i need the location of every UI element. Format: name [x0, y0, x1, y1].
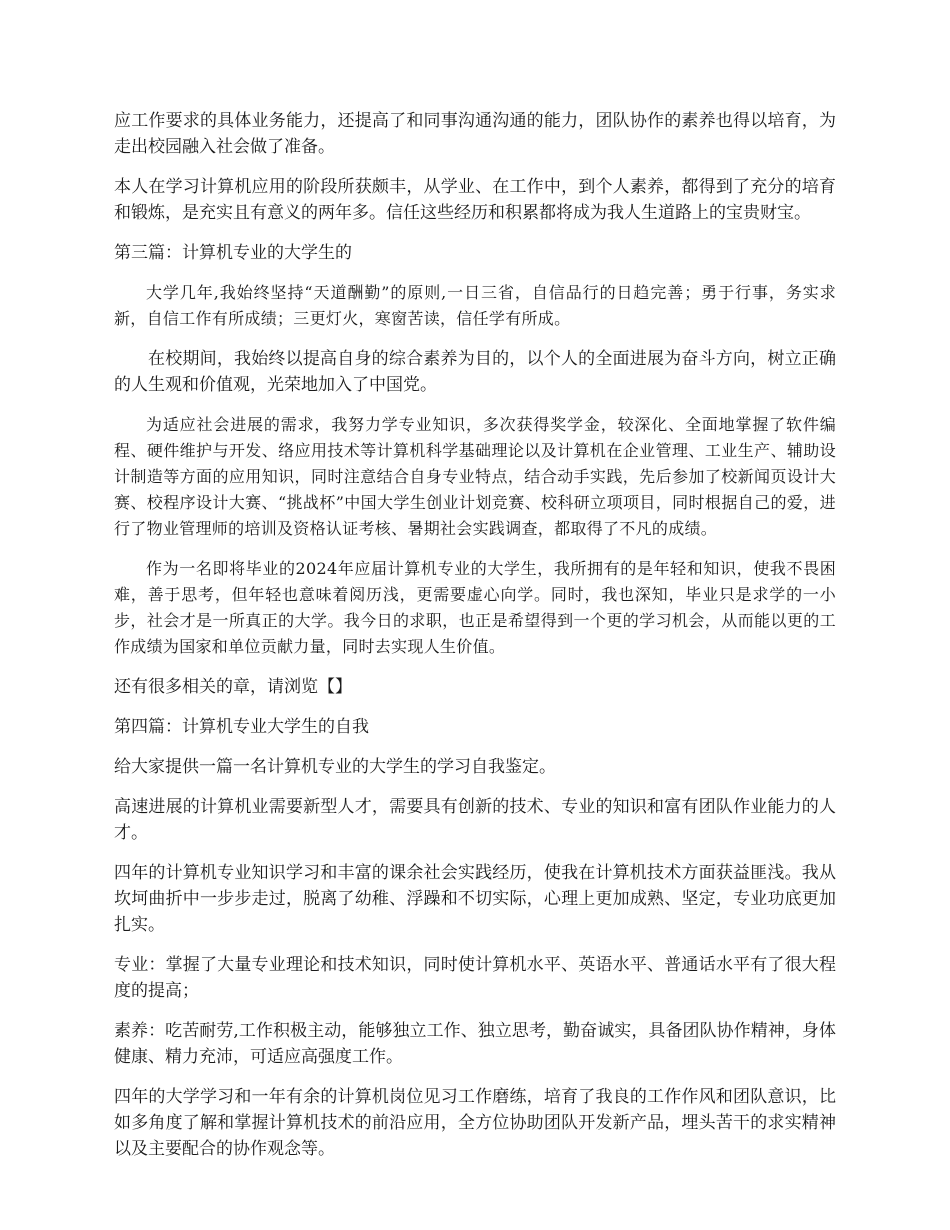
paragraph: 四年的计算机专业知识学习和丰富的课余社会实践经历，使我在计算机技术方面获益匪浅。我从坎坷曲折中一步步走过，脱离了幼稚、浮躁和不切实际，心理上更加成熟、坚定，专业功底更加扎实。: [114, 863, 836, 935]
paragraph: 专业：掌握了大量专业理论和技术知识，同时使计算机水平、英语水平、普通话水平有了很大程度的提高；: [114, 955, 836, 1001]
paragraph: 素养：吃苦耐劳,工作积极主动，能够独立工作、独立思考，勤奋诚实，具备团队协作精神，身体健康、精力充沛，可适应高强度工作。: [114, 1021, 836, 1067]
paragraph: 高速进展的计算机业需要新型人才，需要具有创新的技术、专业的知识和富有团队作业能力的人才。: [114, 797, 836, 843]
paragraph: 四年的大学学习和一年有余的计算机岗位见习工作磨练，培育了我良的工作作风和团队意识，比如多角度了解和掌握计算机技术的前沿应用，全方位协助团队开发新产品，埋头苦干的求实精神以及主要配合的协作观念等。: [114, 1087, 836, 1159]
paragraph: 作为一名即将毕业的2024年应届计算机专业的大学生，我所拥有的是年轻和知识，使我不畏困难，善于思考，但年轻也意味着阅历浅，更需要虚心向学。同时，我也深知，毕业只是求学的一小步，社会才是一所真正的大学。我今日的求职，也正是希望得到一个更的学习机会，从而能以更的工作成绩为国家和单位贡献力量，同时去实现人生价值。: [114, 559, 836, 656]
paragraph: 给大家提供一篇一名计算机专业的大学生的学习自我鉴定。: [114, 757, 556, 777]
related-articles-note: 还有很多相关的章，请浏览【】: [114, 677, 352, 697]
paragraph: 大学几年,我始终坚持“天道酬勤”的原则,一日三省，自信品行的日趋完善；勇于行事，务实求新，自信工作有所成绩；三更灯火，寒窗苦读，信任学有所成。: [114, 283, 836, 328]
section-heading: 第三篇：计算机专业的大学生的: [114, 243, 352, 263]
paragraph: 本人在学习计算机应用的阶段所获颇丰，从学业、在工作中，到个人素养，都得到了充分的培育和锻炼，是充实且有意义的两年多。信任这些经历和积累都将成为我人生道路上的宝贵财宝。: [114, 177, 836, 223]
paragraph: 应工作要求的具体业务能力，还提高了和同事沟通沟通的能力，团队协作的素养也得以培育，为走出校园融入社会做了准备。: [114, 111, 836, 157]
paragraph: 为适应社会进展的需求，我努力学专业知识，多次获得奖学金，较深化、全面地掌握了软件编程、硬件维护与开发、络应用技术等计算机科学基础理论以及计算机在企业管理、工业生产、辅助设计制造等方面的应用知识，同时注意结合自身专业特点，结合动手实践，先后参加了校新闻页设计大赛、校程序设计大赛、“挑战杯”中国大学生创业计划竞赛、校科研立项项目，同时根据自己的爱，进行了物业管理师的培训及资格认证考核、暑期社会实践调查，都取得了不凡的成绩。: [114, 415, 836, 538]
paragraph: 在校期间，我始终以提高自身的综合素养为目的，以个人的全面进展为奋斗方向，树立正确的人生观和价值观，光荣地加入了中国党。: [114, 349, 836, 395]
section-heading: 第四篇：计算机专业大学生的自我: [114, 717, 369, 737]
